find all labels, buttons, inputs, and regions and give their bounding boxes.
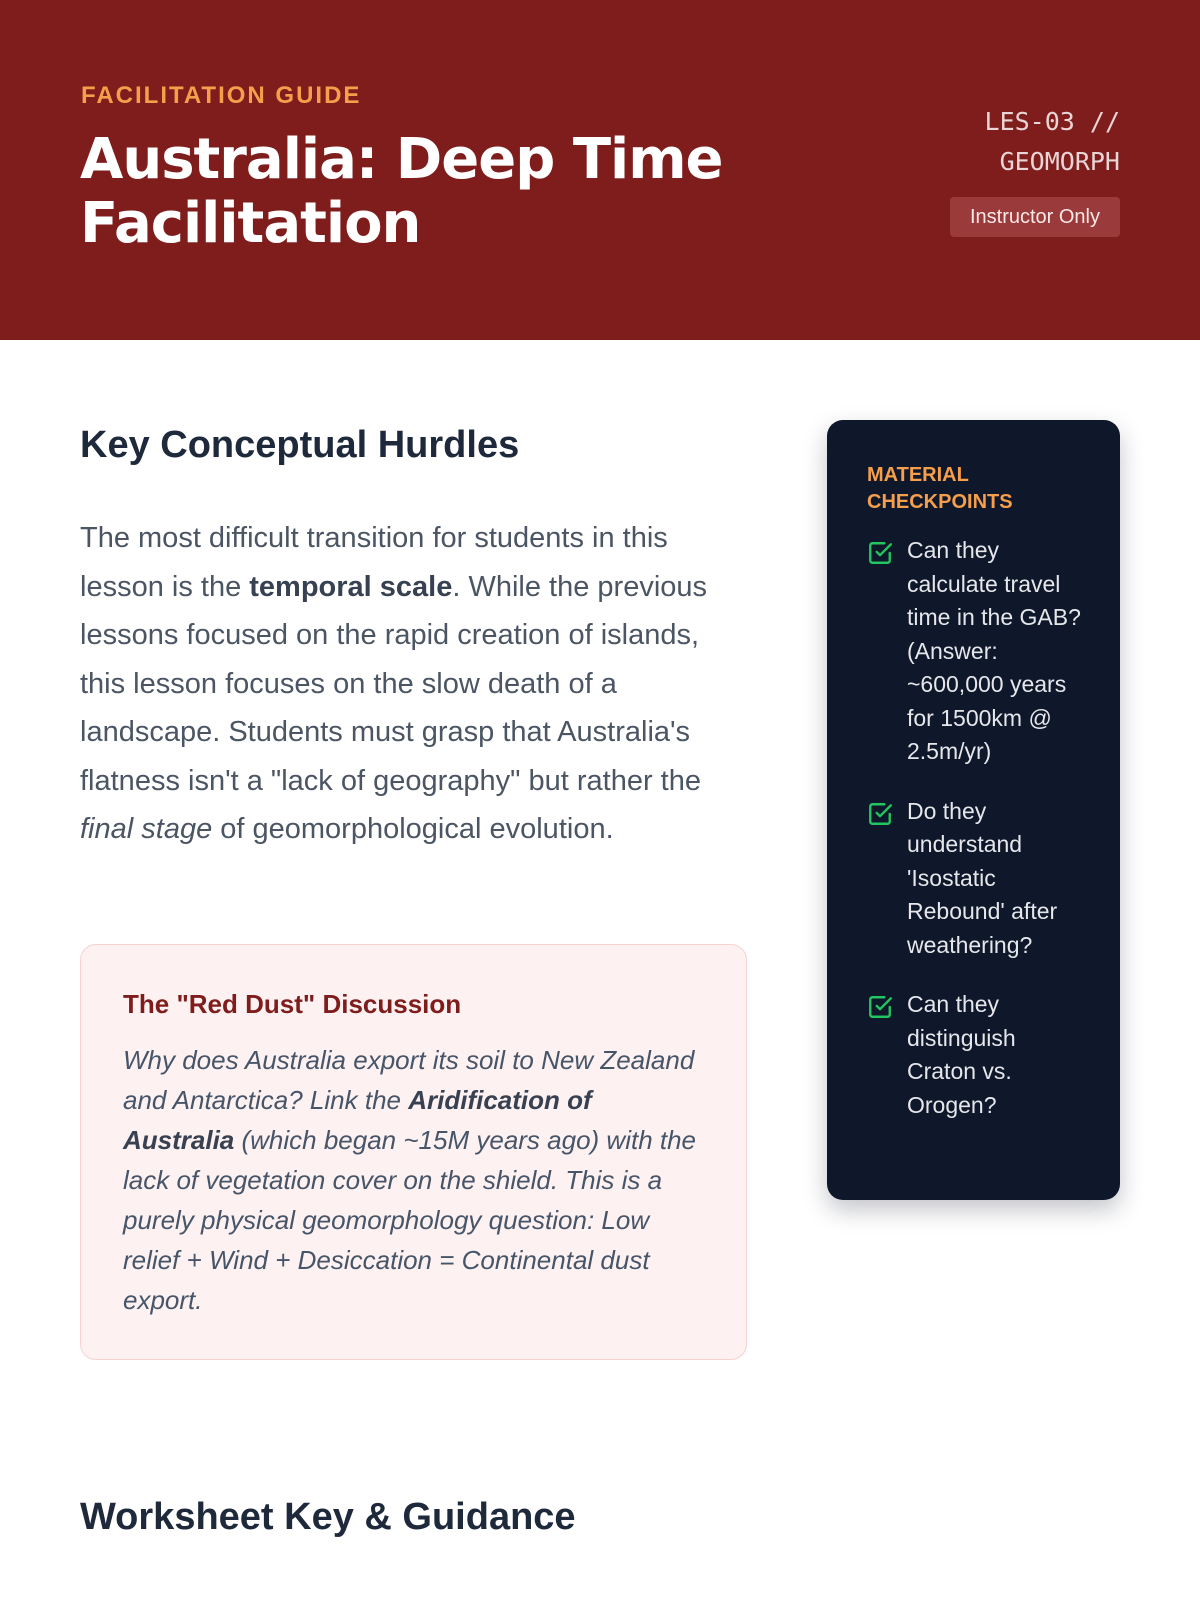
red-dust-callout xyxy=(80,944,747,1360)
hurdles-paragraph xyxy=(80,514,750,854)
hurdles-italic-final-stage: final stage xyxy=(80,813,213,845)
checkpoint-text: Can they calculate travel time in the GAB? (Answer: ~600,000 years for 1500km @ 2.5m/yr) xyxy=(907,537,1081,764)
callout-body xyxy=(123,1040,706,1320)
callout-text-1: Why does Australia export its soil to New Zealand and Antarctica? Link the xyxy=(123,1045,695,1115)
hurdles-text-3: of geomorphological evolution. xyxy=(212,813,614,845)
check-square-icon xyxy=(867,994,893,1020)
hurdles-text-1: The most difficult transition for students in this lesson is the xyxy=(80,522,668,603)
check-square-icon xyxy=(867,540,893,566)
eyebrow-label: FACILITATION GUIDE xyxy=(81,82,362,109)
checkpoint-item xyxy=(867,534,1090,769)
lesson-code-line-2: GEOMORPH xyxy=(999,147,1120,176)
instructor-only-badge: Instructor Only xyxy=(950,197,1120,237)
checkpoint-text: Can they distinguish Craton vs. Orogen? xyxy=(907,991,1016,1118)
callout-title: The "Red Dust" Discussion xyxy=(123,989,462,1019)
header-banner xyxy=(0,0,1200,340)
callout-text-2: (which began ~15M years ago) with the lack of vegetation cover on the shield. This is a purely physical geomorphology question: Low relief + Wind + Desiccation = Continental dust export. xyxy=(123,1125,697,1315)
hurdles-text-2: . While the previous lessons focused on the rapid creation of islands, this lesson focuses on the slow death of a landscape. Students must grasp that Australia's flatness isn't a "lack of geography" but rather the xyxy=(80,570,708,797)
callout-bold-aridification: Aridification of Australia xyxy=(123,1085,592,1155)
hurdles-bold-temporal-scale: temporal scale xyxy=(249,570,453,603)
page-title: Australia: Deep Time Facilitation xyxy=(80,127,723,256)
checkpoint-item xyxy=(867,795,1090,963)
check-square-icon xyxy=(867,801,893,827)
material-checkpoints-panel xyxy=(827,420,1120,1200)
checkpoint-item xyxy=(867,988,1090,1122)
lesson-code xyxy=(860,102,1120,182)
checkpoints-title: MATERIAL CHECKPOINTS xyxy=(867,464,1013,513)
lesson-code-line-1: LES-03 // xyxy=(984,107,1120,136)
hurdles-heading: Key Conceptual Hurdles xyxy=(80,424,520,466)
checkpoint-text: Do they understand 'Isostatic Rebound' after weathering? xyxy=(907,797,1058,958)
worksheet-heading: Worksheet Key & Guidance xyxy=(80,1496,576,1538)
